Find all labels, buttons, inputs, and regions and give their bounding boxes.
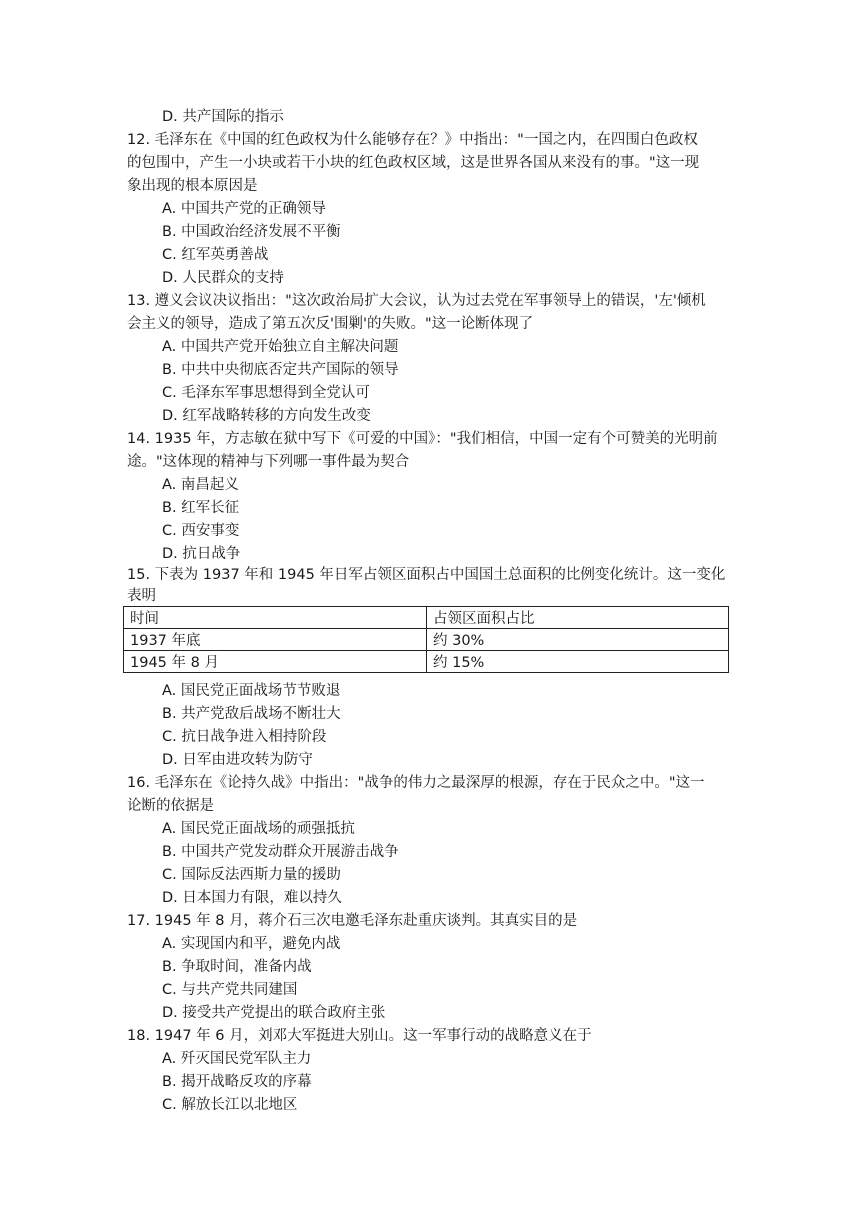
q15-occupation-table xyxy=(123,606,729,673)
q12-option-d: D. 人民群众的支持 xyxy=(162,270,284,286)
q17-option-b: B. 争取时间，准备内战 xyxy=(162,959,312,975)
q14-option-d: D. 抗日战争 xyxy=(162,546,241,562)
q13-stem-line-2: 会主义的领导，造成了第五次反'围剿'的失败。"这一论断体现了 xyxy=(127,316,534,332)
table-row xyxy=(124,629,729,651)
q13-option-a: A. 中国共产党开始独立自主解决问题 xyxy=(162,339,399,355)
q13-stem-line-1: 13. 遵义会议决议指出："这次政治局扩大会议，认为过去党在军事领导上的错误，'左'倾机 xyxy=(127,293,706,309)
q15-stem-line-1: 15. 下表为 1937 年和 1945 年日军占领区面积占中国国土总面积的比例变化统计。这一变化 xyxy=(127,567,726,583)
q18-option-a: A. 歼灭国民党军队主力 xyxy=(162,1051,312,1067)
q14-stem-line-2: 途。"这体现的精神与下列哪一事件最为契合 xyxy=(127,454,410,470)
table-row xyxy=(124,651,729,673)
q15-option-c: C. 抗日战争进入相持阶段 xyxy=(162,729,327,745)
q18-stem-line-1: 18. 1947 年 6 月，刘邓大军挺进大别山。这一军事行动的战略意义在于 xyxy=(127,1028,592,1044)
q16-stem-line-1: 16. 毛泽东在《论持久战》中指出："战争的伟力之最深厚的根源，存在于民众之中。"这一 xyxy=(127,775,705,791)
q13-option-d: D. 红军战略转移的方向发生改变 xyxy=(162,408,371,424)
q15-option-d: D. 日军由进攻转为防守 xyxy=(162,752,313,768)
q16-option-c: C. 国际反法西斯力量的援助 xyxy=(162,867,341,883)
q15-stem-line-2: 表明 xyxy=(127,588,156,604)
q15-option-a: A. 国民党正面战场节节败退 xyxy=(162,683,341,699)
q16-option-a: A. 国民党正面战场的顽强抵抗 xyxy=(162,821,355,837)
q15-option-b: B. 共产党敌后战场不断壮大 xyxy=(162,706,341,722)
q12-option-a: A. 中国共产党的正确领导 xyxy=(162,201,326,217)
table-cell: 约 15% xyxy=(427,651,729,673)
q14-option-c: C. 西安事变 xyxy=(162,523,240,539)
q17-option-c: C. 与共产党共同建国 xyxy=(162,982,298,998)
q18-option-c: C. 解放长江以北地区 xyxy=(162,1097,298,1113)
q12-stem-line-1: 12. 毛泽东在《中国的红色政权为什么能够存在？》中指出："一国之内，在四围白色政权 xyxy=(127,132,698,148)
q12-stem-line-3: 象出现的根本原因是 xyxy=(127,178,258,194)
q14-option-a: A. 南昌起义 xyxy=(162,477,239,493)
q17-option-d: D. 接受共产党提出的联合政府主张 xyxy=(162,1005,386,1021)
q16-option-d: D. 日本国力有限，难以持久 xyxy=(162,890,342,906)
q12-option-c: C. 红军英勇善战 xyxy=(162,247,269,263)
table-header-cell: 时间 xyxy=(124,607,427,629)
table-header-row xyxy=(124,607,729,629)
table-cell: 1945 年 8 月 xyxy=(124,651,427,673)
q17-option-a: A. 实现国内和平，避免内战 xyxy=(162,936,341,952)
q12-option-b: B. 中国政治经济发展不平衡 xyxy=(162,224,341,240)
q16-option-b: B. 中国共产党发动群众开展游击战争 xyxy=(162,844,399,860)
q14-option-b: B. 红军长征 xyxy=(162,500,240,516)
q12-stem-line-2: 的包围中，产生一小块或若干小块的红色政权区域，这是世界各国从来没有的事。"这一现 xyxy=(127,155,700,171)
q16-stem-line-2: 论断的依据是 xyxy=(127,798,214,814)
q13-option-c: C. 毛泽东军事思想得到全党认可 xyxy=(162,385,370,401)
q17-stem-line-1: 17. 1945 年 8 月，蒋介石三次电邀毛泽东赴重庆谈判。其真实目的是 xyxy=(127,913,578,929)
table-header-cell: 占领区面积占比 xyxy=(427,607,729,629)
q18-option-b: B. 揭开战略反攻的序幕 xyxy=(162,1074,312,1090)
table-cell: 约 30% xyxy=(427,629,729,651)
q14-stem-line-1: 14. 1935 年，方志敏在狱中写下《可爱的中国》："我们相信，中国一定有个可赞美的光明前 xyxy=(127,431,718,447)
q13-option-b: B. 中共中央彻底否定共产国际的领导 xyxy=(162,362,399,378)
table-cell: 1937 年底 xyxy=(124,629,427,651)
q11-option-d: D. 共产国际的指示 xyxy=(162,109,284,125)
